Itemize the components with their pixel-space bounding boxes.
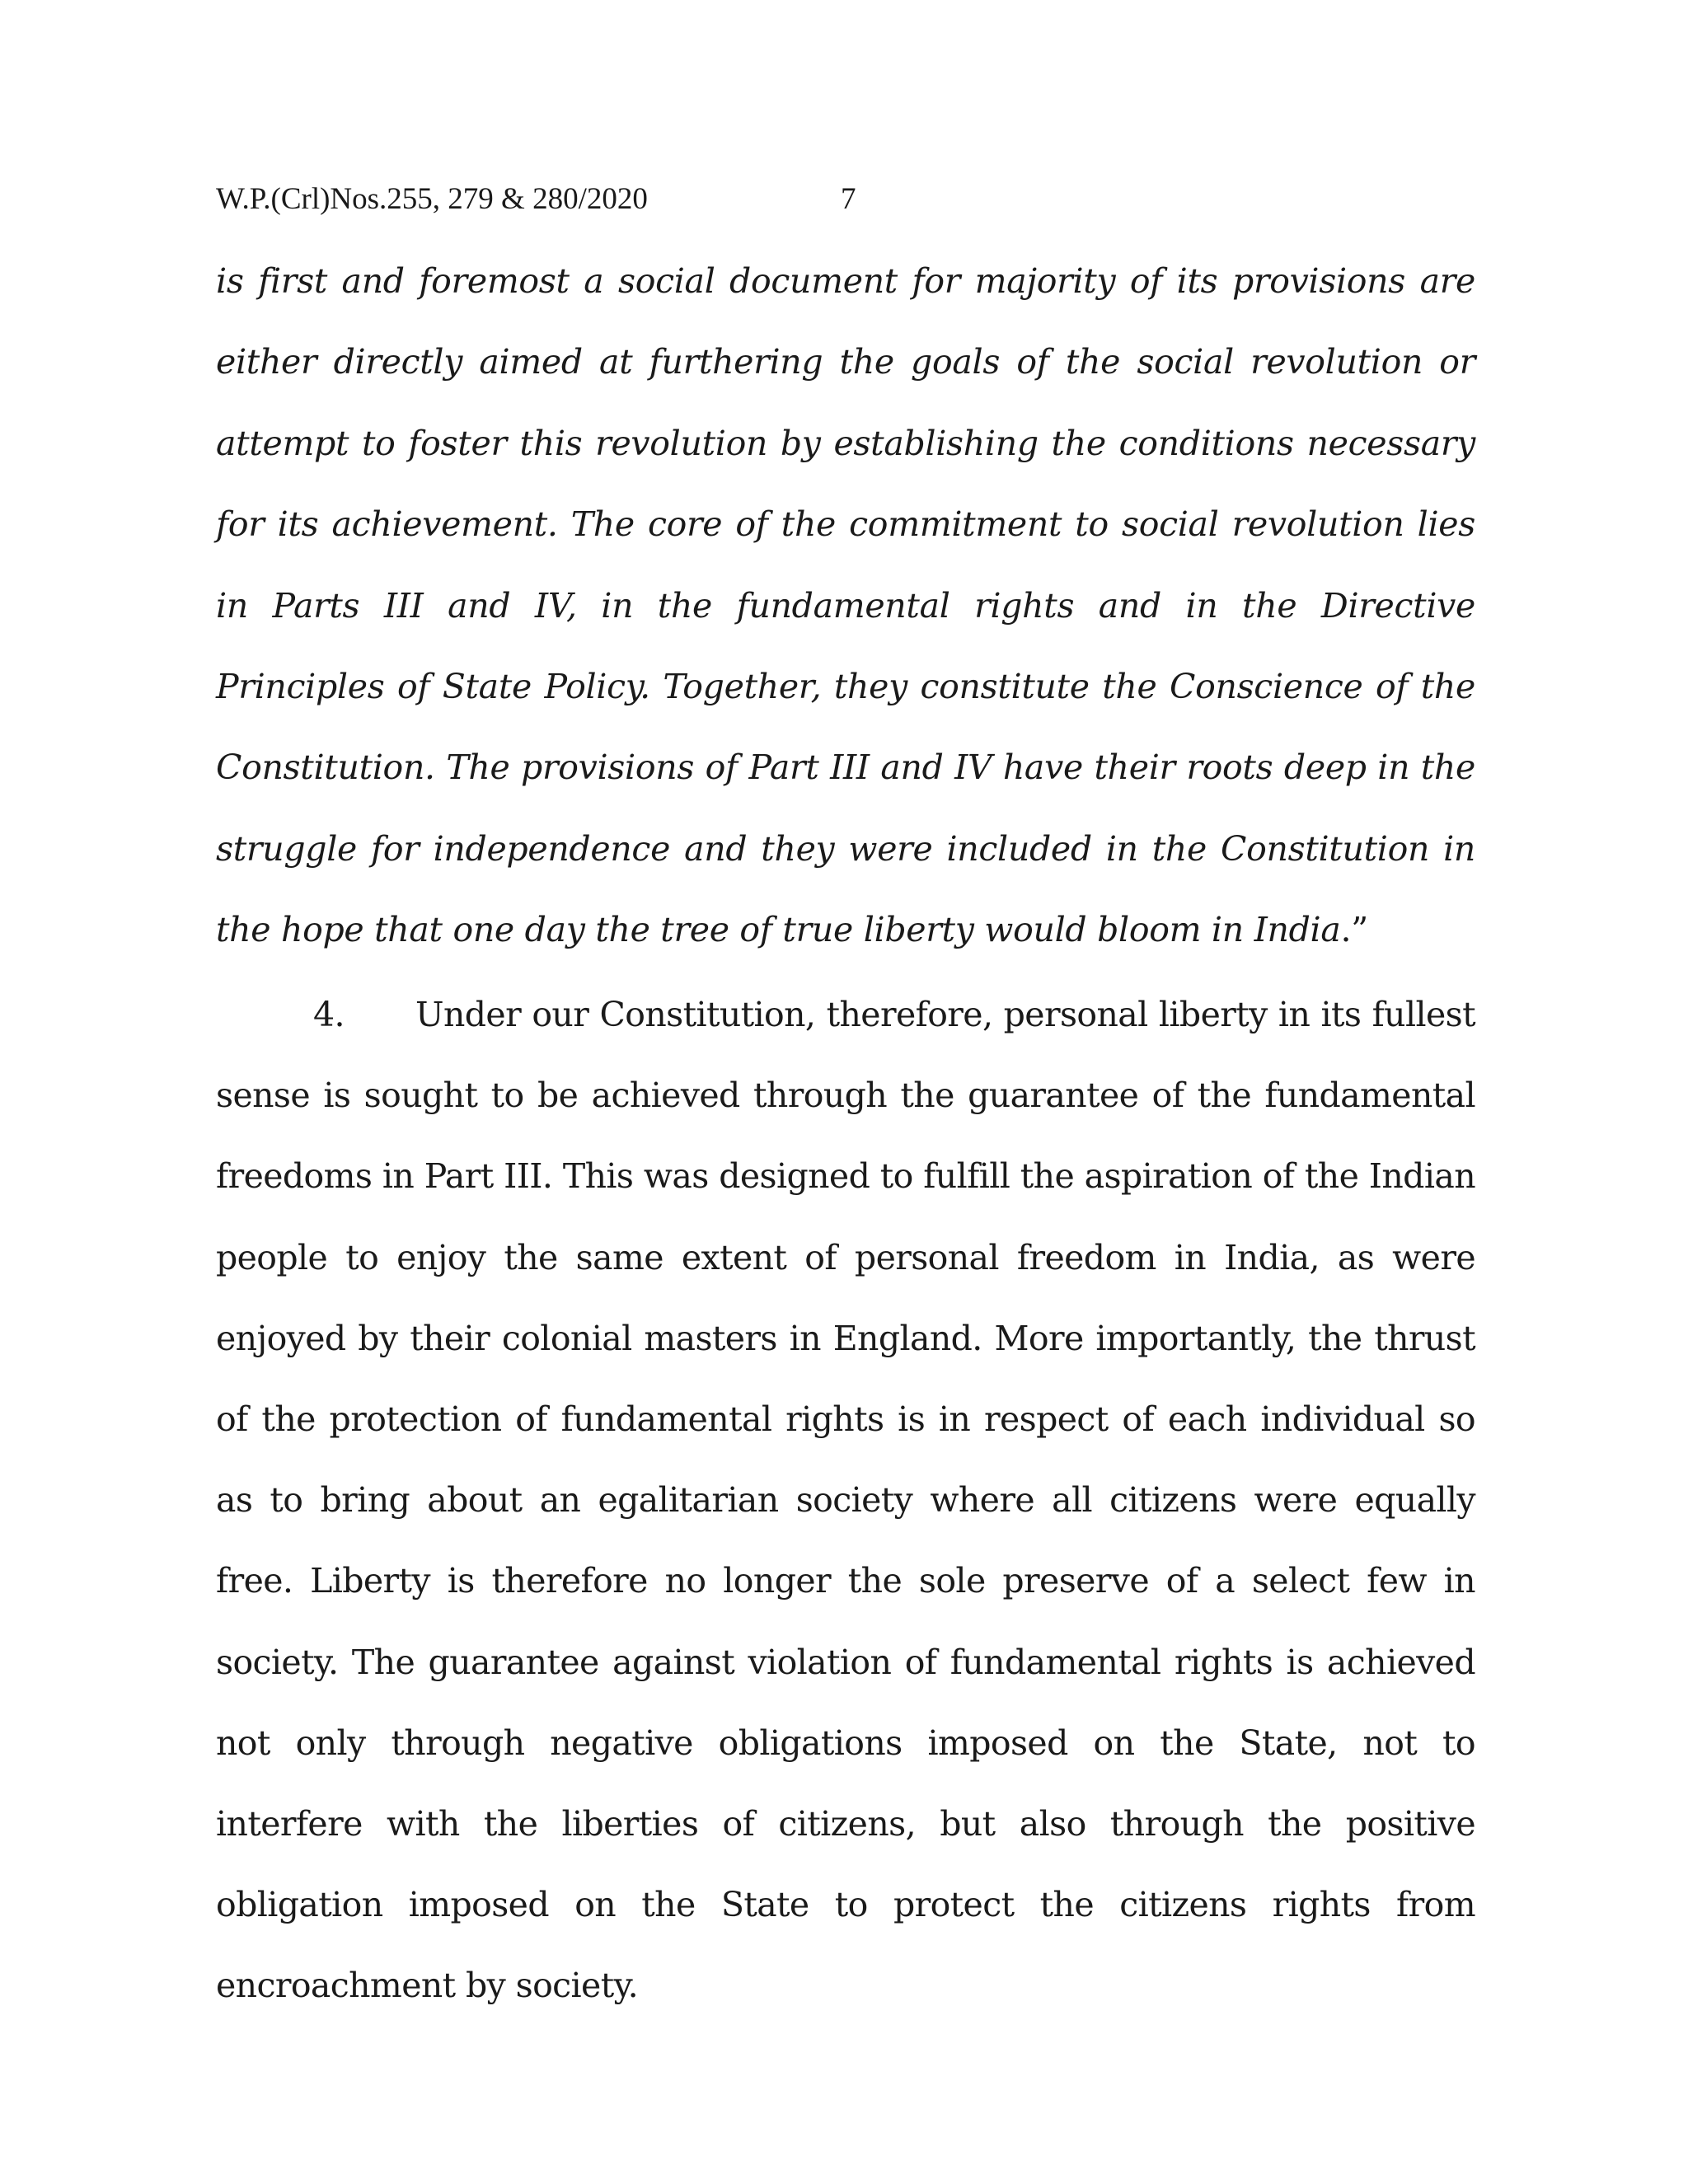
quoted-passage [216,241,1475,971]
quote-closing-mark: .” [1340,910,1368,950]
page-header [216,175,1469,224]
paragraph-4 [216,974,1475,2027]
page-number: 7 [841,182,856,216]
case-reference: W.P.(Crl)Nos.255, 279 & 280/2020 [216,182,648,216]
paragraph-number: 4. [313,995,345,1034]
paragraph-4-text: Under our Constitution, therefore, personal liberty in its fullest sense is sought to be achieved through the guarantee of the fundamental freedoms in Part III. This was designed to fulfill the aspiration of the Indian people to enjoy the same extent of personal freedom in India, as were enjoyed by their colonial masters in England. More importantly, the thrust of the protection of fundamental rights is in respect of each individual so as to bring about an egalitarian society where all citizens were equally free. Liberty is therefore no longer the sole preserve of a select few in society. The guarantee against violation of fundamental rights is achieved not only through negative obligations imposed on the State, not to interfere with the liberties of citizens, but also through the positive obligation imposed on the State to protect the citizens rights from encroachment by society. [216,995,1475,2006]
quoted-passage-text: is first and foremost a social document for majority of its provisions are either directly aimed at furthering the goals of the social revolution or attempt to foster this revolution by establishing the conditions necessary for its achievement. The core of the commitment to social revolution lies in Parts III and IV, in the fundamental rights and in the Directive Principles of State Policy. Together, they constitute the Conscience of the Constitution. The provisions of Part III and IV have their roots deep in the struggle for independence and they were included in the Constitution in the hope that one day the tree of true liberty would bloom in India [216,261,1475,950]
